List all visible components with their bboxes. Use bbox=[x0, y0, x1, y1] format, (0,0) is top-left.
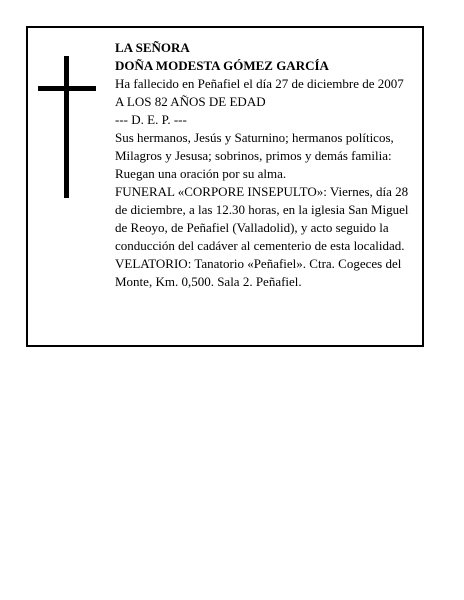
cross-icon bbox=[38, 56, 98, 198]
funeral-info: FUNERAL «CORPORE INSEPULTO»: Viernes, día 28 de diciembre, a las 12.30 horas, en la iglesia San Miguel de Reoyo, de Peñafiel (Valladolid), y acto seguido la conducción del cadáver al cementerio de esta localidad. bbox=[115, 184, 409, 253]
obituary-text bbox=[115, 39, 420, 291]
deceased-name: DOÑA MODESTA GÓMEZ GARCÍA bbox=[115, 58, 329, 73]
death-info: Ha fallecido en Peñafiel el día 27 de diciembre de 2007 bbox=[115, 76, 404, 91]
cross-horizontal-bar bbox=[38, 86, 96, 91]
prayer-line: Ruegan una oración por su alma. bbox=[115, 166, 287, 181]
family-line: Sus hermanos, Jesús y Saturnino; hermanos políticos, Milagros y Jesusa; sobrinos, primos y demás familia: bbox=[115, 130, 394, 163]
age-line: A LOS 82 AÑOS DE EDAD bbox=[115, 94, 266, 109]
title-line-1: LA SEÑORA bbox=[115, 40, 190, 55]
cross-vertical-bar bbox=[64, 56, 69, 198]
wake-info: VELATORIO: Tanatorio «Peñafiel». Ctra. Cogeces del Monte, Km. 0,500. Sala 2. Peñafiel. bbox=[115, 256, 402, 289]
rip-line: --- D. E. P. --- bbox=[115, 112, 187, 127]
obituary-notice bbox=[26, 26, 424, 347]
